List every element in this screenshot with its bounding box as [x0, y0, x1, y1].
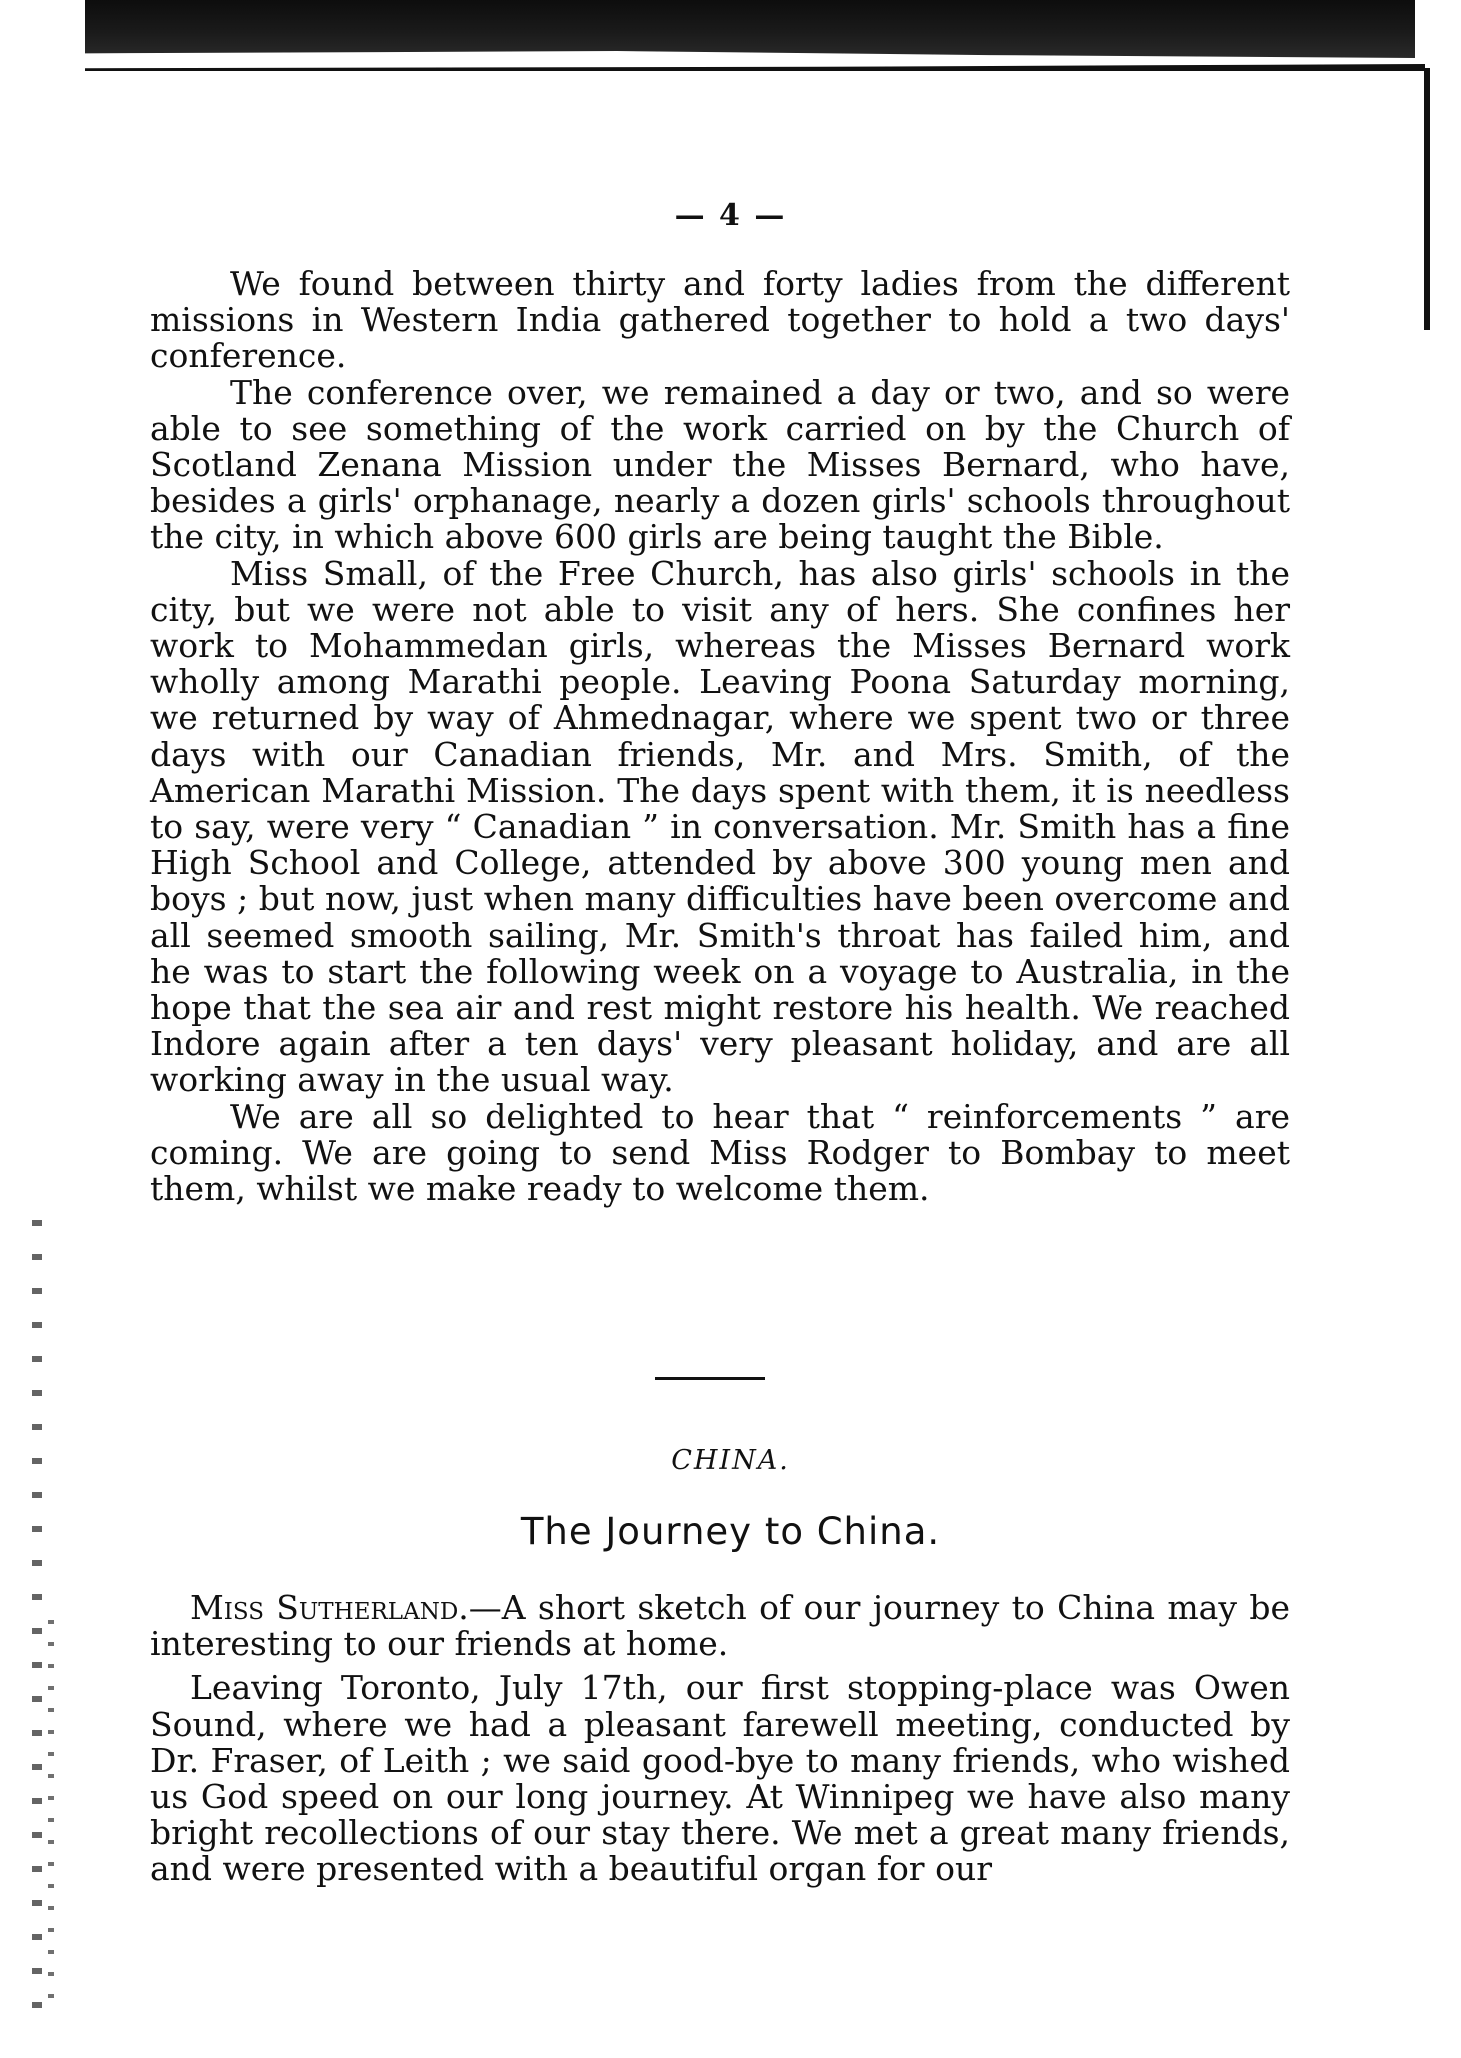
paragraph: The conference over, we remained a day or two, and so were able to see something of the work carried on by the Church of Scotland Zenana Mission under the Misses Bernard, who have, besides a girls' orphanage, nearly a dozen girls' schools throughout the city, in which above 600 girls are being taught the Bible. [150, 372, 1290, 557]
paragraph [150, 1590, 1290, 1662]
scan-top-border [85, 0, 1415, 58]
paragraph: We are all so delighted to hear that “ reinforcements ” are coming. We are going to send Miss Rodger to Bombay to meet them, whilst we make ready to welcome them. [150, 1096, 1290, 1209]
section-heading: CHINA. [671, 1445, 790, 1476]
speaker-name: Miss Sutherland. [190, 1588, 469, 1627]
scan-left-specks-lower [48, 1620, 54, 2000]
paragraph: Leaving Toronto, July 17th, our first stopping-place was Owen Sound, where we had a pleasant farewell meeting, conducted by Dr. Fraser, of Leith ; we said good-bye to many friends, who wished us God speed on our long journey. At Winnipeg we have also many bright recollections of our stay there. We met a great many friends, and were presented with a beautiful organ for our [150, 1668, 1290, 1889]
paragraph: We found between thirty and forty ladies from the different missions in Western India gathered together to hold a two days' conference. [150, 264, 1290, 376]
section-divider [655, 1377, 765, 1380]
paragraph-text: —A short sketch of our journey to China may be interesting to our friends at home. [150, 1588, 1290, 1664]
section-one-text [150, 266, 1290, 1207]
scan-top-rule [85, 64, 1425, 71]
page-number: — 4 — [674, 198, 787, 233]
paragraph: Miss Small, of the Free Church, has also girls' schools in the city, but we were not able to visit any of hers. She confines her work to Mohammedan girls, whereas the Misses Bernard work wholly among Marathi people. Leaving Poona Saturday morning, we returned by way of Ahmednagar, where we spent two or three days with our Canadian friends, Mr. and Mrs. Smith, of the American Marathi Mission. The days spent with them, it is needless to say, were very “ Canadian ” in conversation. Mr. Smith has a fine High School and College, attended by above 300 young men and boys ; but now, just when many difficulties have been overcome and all seemed smooth sailing, Mr. Smith's throat has failed him, and he was to start the following week on a voyage to Australia, in the hope that the sea air and rest might restore his health. We reached Indore again after a ten days' very pleasant holiday, and are all working away in the usual way. [150, 553, 1290, 1100]
section-two-text [150, 1590, 1290, 1896]
article-title: The Journey to China. [520, 1510, 941, 1553]
scan-left-specks [32, 1220, 42, 2020]
